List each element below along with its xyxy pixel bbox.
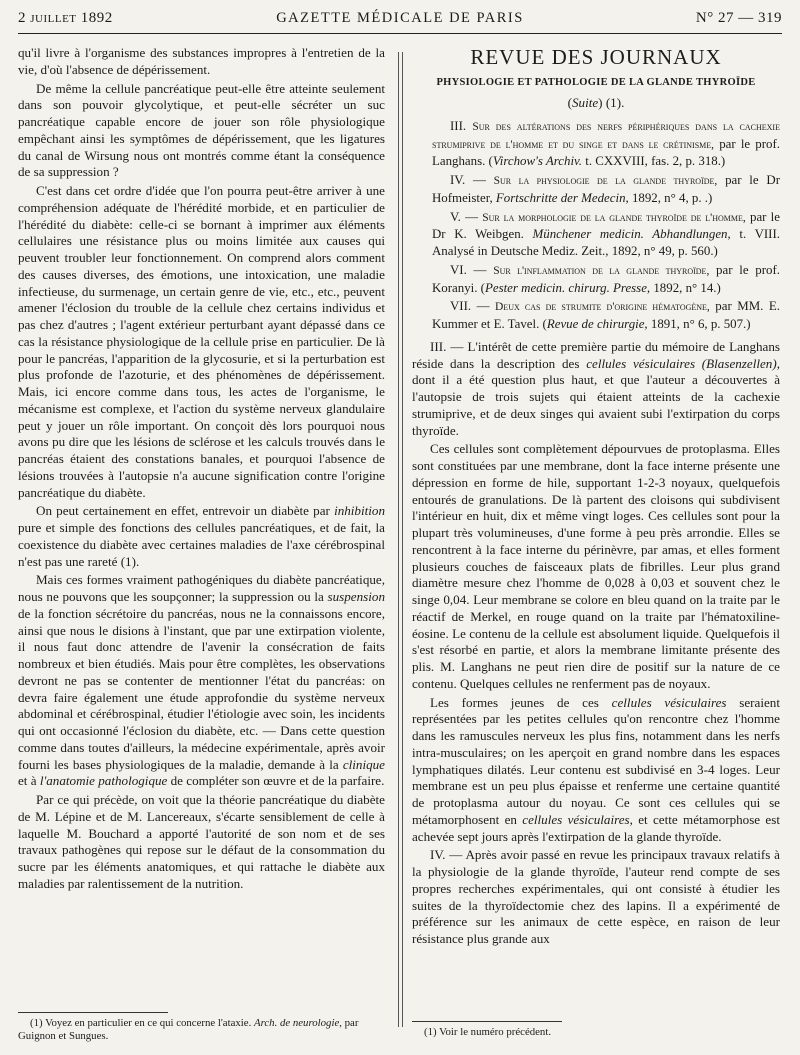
footnote-rule — [18, 1012, 168, 1013]
paragraph: Les formes jeunes de ces cellules vésiculaires seraient représentées par les petites cellules qu'on rencontre chez l'homme dans les ramuscules nerveux les plus fins, notamment dans les nerfs intra-musculaires; on les aperçoit en grand nombre dans les espaces lymphatiques dilatés. Leur contenu est subdivisé en 3-4 loges. Leur membrane est un peu plus épaisse et renferme une certaine quantité de protoplasma autour du noyau. Ce sont ces cellules qui se métamorphosent en cellules vésiculaires, et cette métamorphose est achevée sept jours après l'extirpation de la glande thyroïde. — [412, 694, 780, 844]
page-header — [18, 10, 782, 34]
paragraph: qu'il livre à l'organisme des substances impropres à l'entretien de la vie, d'où l'absence de dépérissement. — [18, 45, 385, 77]
left-column — [18, 45, 385, 895]
section-subtitle: PHYSIOLOGIE ET PATHOLOGIE DE LA GLANDE THYROÏDE — [436, 77, 756, 88]
section-title: REVUE DES JOURNAUX — [470, 45, 722, 69]
issue-page-number: N° 27 — 319 — [695, 10, 782, 26]
right-column — [412, 45, 780, 950]
footnote-right — [412, 1015, 780, 1039]
footnote-text: (1) Voyez en particulier en ce qui concerne l'ataxie. Arch. de neurologie, par Guignon et Sungues. — [18, 1017, 359, 1042]
reference-item: VI. — Sur l'inflammation de la glande thyroïde, par le prof. Koranyi. (Pester medicin. chirurg. Presse, 1892, n° 14.) — [432, 262, 780, 295]
paragraph: IV. — Après avoir passé en revue les principaux travaux relatifs à la physiologie de la glande thyroïde, l'auteur rend compte de ses propres recherches expérimentales, qui ont consisté à étudier les suites de la thyroïdectomie chez des lapins. Il a expérimenté de préférence sur les animaux de cette espèce, en raison de leur résistance plus grande aux — [412, 847, 780, 946]
paragraph: Par ce qui précède, on voit que la théorie pancréatique du diabète de M. Lépine et de M. Lancereaux, s'écarte sensiblement de celle à laquelle M. Bouchard a apporté l'autorité de son nom et de ses travaux pathogènes qui repose sur le défaut de la consommation du sucre par les éléments anatomiques, et qui rattache le diabète aux maladies par ralentissement de la nutrition. — [18, 792, 385, 891]
reference-item: III. Sur des altérations des nerfs périphériques dans la cachexie strumiprive de l'homme et du singe et dans le crétinisme, par le prof. Langhans. (Virchow's Archiv. t. CXXVIII, fas. 2, p. 318.) — [432, 118, 780, 169]
journal-title: GAZETTE MÉDICALE DE PARIS — [276, 10, 524, 26]
paragraph: De même la cellule pancréatique peut-elle être atteinte seulement dans son pouvoir glycolytique, et peut-elle sécréter un suc pancréatique capable encore de jouer son rôle physiologique empêchant ainsi les symptômes de dépérissement, que les ligatures du canal de Wirsung nous ont montrés comme étant la conséquence de sa suppression ? — [18, 80, 385, 180]
paragraph: Ces cellules sont complètement dépourvues de protoplasma. Elles sont constituées par une membrane, dont la face interne présente une dépression en forme de hile, supportant 1-2-3 noyaux, quelquefois entourés de granulations. De là partent des cloisons qui subdivisent l'intérieur en huit, dix et même vingt loges. Ces cellules sont pour la plupart très volumineuses, d'une forme à peu près arrondie. Elles se rencontrent à la face interne du périnèvre, par amas, et elles forment plusieurs couches de faisceaux plats de fibrilles. Leur plus grand diamètre mesure chez l'homme de 0,028 à 0,03 et souvent chez le singe 0,04. Leur membrane se colore en bleu quand on la traite par le réactif de Merkel, en rouge quand on la traite par l'hématoxiline-éosine. Le contenu de la cellule est absolument liquide. Quelquefois il s'est résorbé en partie, et alors la membrane limitante présente des plis. M. Langhans ne peut rien dire de positif sur la nature de ce contenu. Quelques cellules ne renferment pas de noyaux. — [412, 441, 780, 691]
issue-date: 2 juillet 1892 — [18, 10, 113, 26]
reference-item: V. — Sur la morphologie de la glande thyroïde de l'homme, par le Dr K. Weibgen. Münchener medicin. Abhandlungen, t. VIII. Analysé in Deutsche Mediz. Zeit., 1892, n° 49, p. 560.) — [432, 209, 780, 258]
reference-item: IV. — Sur la physiologie de la glande thyroïde, par le Dr Hofmeister, Fortschritte der Medecin, 1892, n° 4, p. .) — [432, 173, 780, 205]
column-divider — [402, 52, 403, 1027]
paragraph: On peut certainement en effet, entrevoir un diabète par inhibition pure et simple des fonctions des cellules pancréatiques, et de fait, la coexistence du diabète avec certaines maladies de l'axe cérébrospinal n'est pas une rareté (1). — [18, 503, 385, 569]
header-rule — [18, 33, 782, 34]
reference-list — [412, 118, 780, 333]
paragraph: III. — L'intérêt de cette première partie du mémoire de Langhans réside dans la description des cellules vésiculaires (Blasenzellen), dont il a été question plus haut, et que l'auteur a découvertes à l'autopsie de trois sujets qui étaient atteints de la cachexie strumiprive, et de deux singes qui avaient subi l'extirpation du corps thyroïde. — [412, 338, 780, 438]
footnote-left — [18, 1006, 385, 1043]
continued-note: (Suite) (1). — [567, 95, 625, 110]
footnote-rule — [412, 1021, 562, 1022]
paragraph: C'est dans cet ordre d'idée que l'on pourra peut-être arriver à une compréhension adéquate de l'hérédité morbide, et en particulier de l'hérédité du diabète: celle-ci se bornant à imprimer aux éléments cellulaires une résistance plus ou moins limitée aux causes qui peuvent troubler leur fonctionnement. On comprend alors comment des causes diverses, des émotions, une intoxication, une maladie infectieuse, du surmenage, un certain genre de vie, etc., etc., peuvent amener l'éclosion du trouble de la cellule chez certains individus et pas chez d'autres ; l'agent extérieur perturbant ayant dépassé dans ce cas la résistance physiologique de la cellule prise en particulier. De là pour le pancréas, l'apparition de la glycosurie, et si la perturbation est plus profonde de l'azoturie, et des phénomènes de dépérissement. Mais, ici encore comme dans tous, les actes de l'organisme, le mécanisme est complexe, et l'action du système nerveux glandulaire peut y jouer un rôle important. On conçoit dès lors pourquoi nous avons pu dire que les lésions de sclérose et les calculs trouvés dans le pancréas étaient des constations banales, et pourquoi l'absence de lésions trouvées à l'autopsie n'a aucune signification contre l'origine pancréatique du diabète. — [18, 183, 385, 500]
footnote-text: (1) Voir le numéro précédent. — [424, 1026, 552, 1038]
paragraph: Mais ces formes vraiment pathogéniques du diabète pancréatique, nous ne pouvons que les soupçonner; la suppression ou la suspension de la fonction sécrétoire du pancréas, nous ne la connaissons encore, ainsi que nous le disions à l'instant, que par une extirpation violente, il nous faut donc attendre de l'avenir la consécration de faits nombreux et bien étudiés. Mais pour être complètes, les observations devront ne pas se contenter de mentionner l'état du pancréas: on devra faire également une étude approfondie du système nerveux abdominal et cérébrospinal, étudier l'étiologie avec soin, les incidents qui ont occasionné l'éclosion du diabète, etc. — Dans cette question comme dans toutes d'ailleurs, la médecine expérimentale, après avoir fourni les bases physiologiques de la maladie, demande à la clinique et à l'anatomie pathologique de compléter son œuvre et de la parfaire. — [18, 572, 385, 789]
reference-item: VII. — Deux cas de strumite d'origine hématogène, par MM. E. Kummer et E. Tavel. (Revue de chirurgie, 1891, n° 6, p. 507.) — [432, 299, 780, 331]
column-divider — [398, 52, 399, 1027]
